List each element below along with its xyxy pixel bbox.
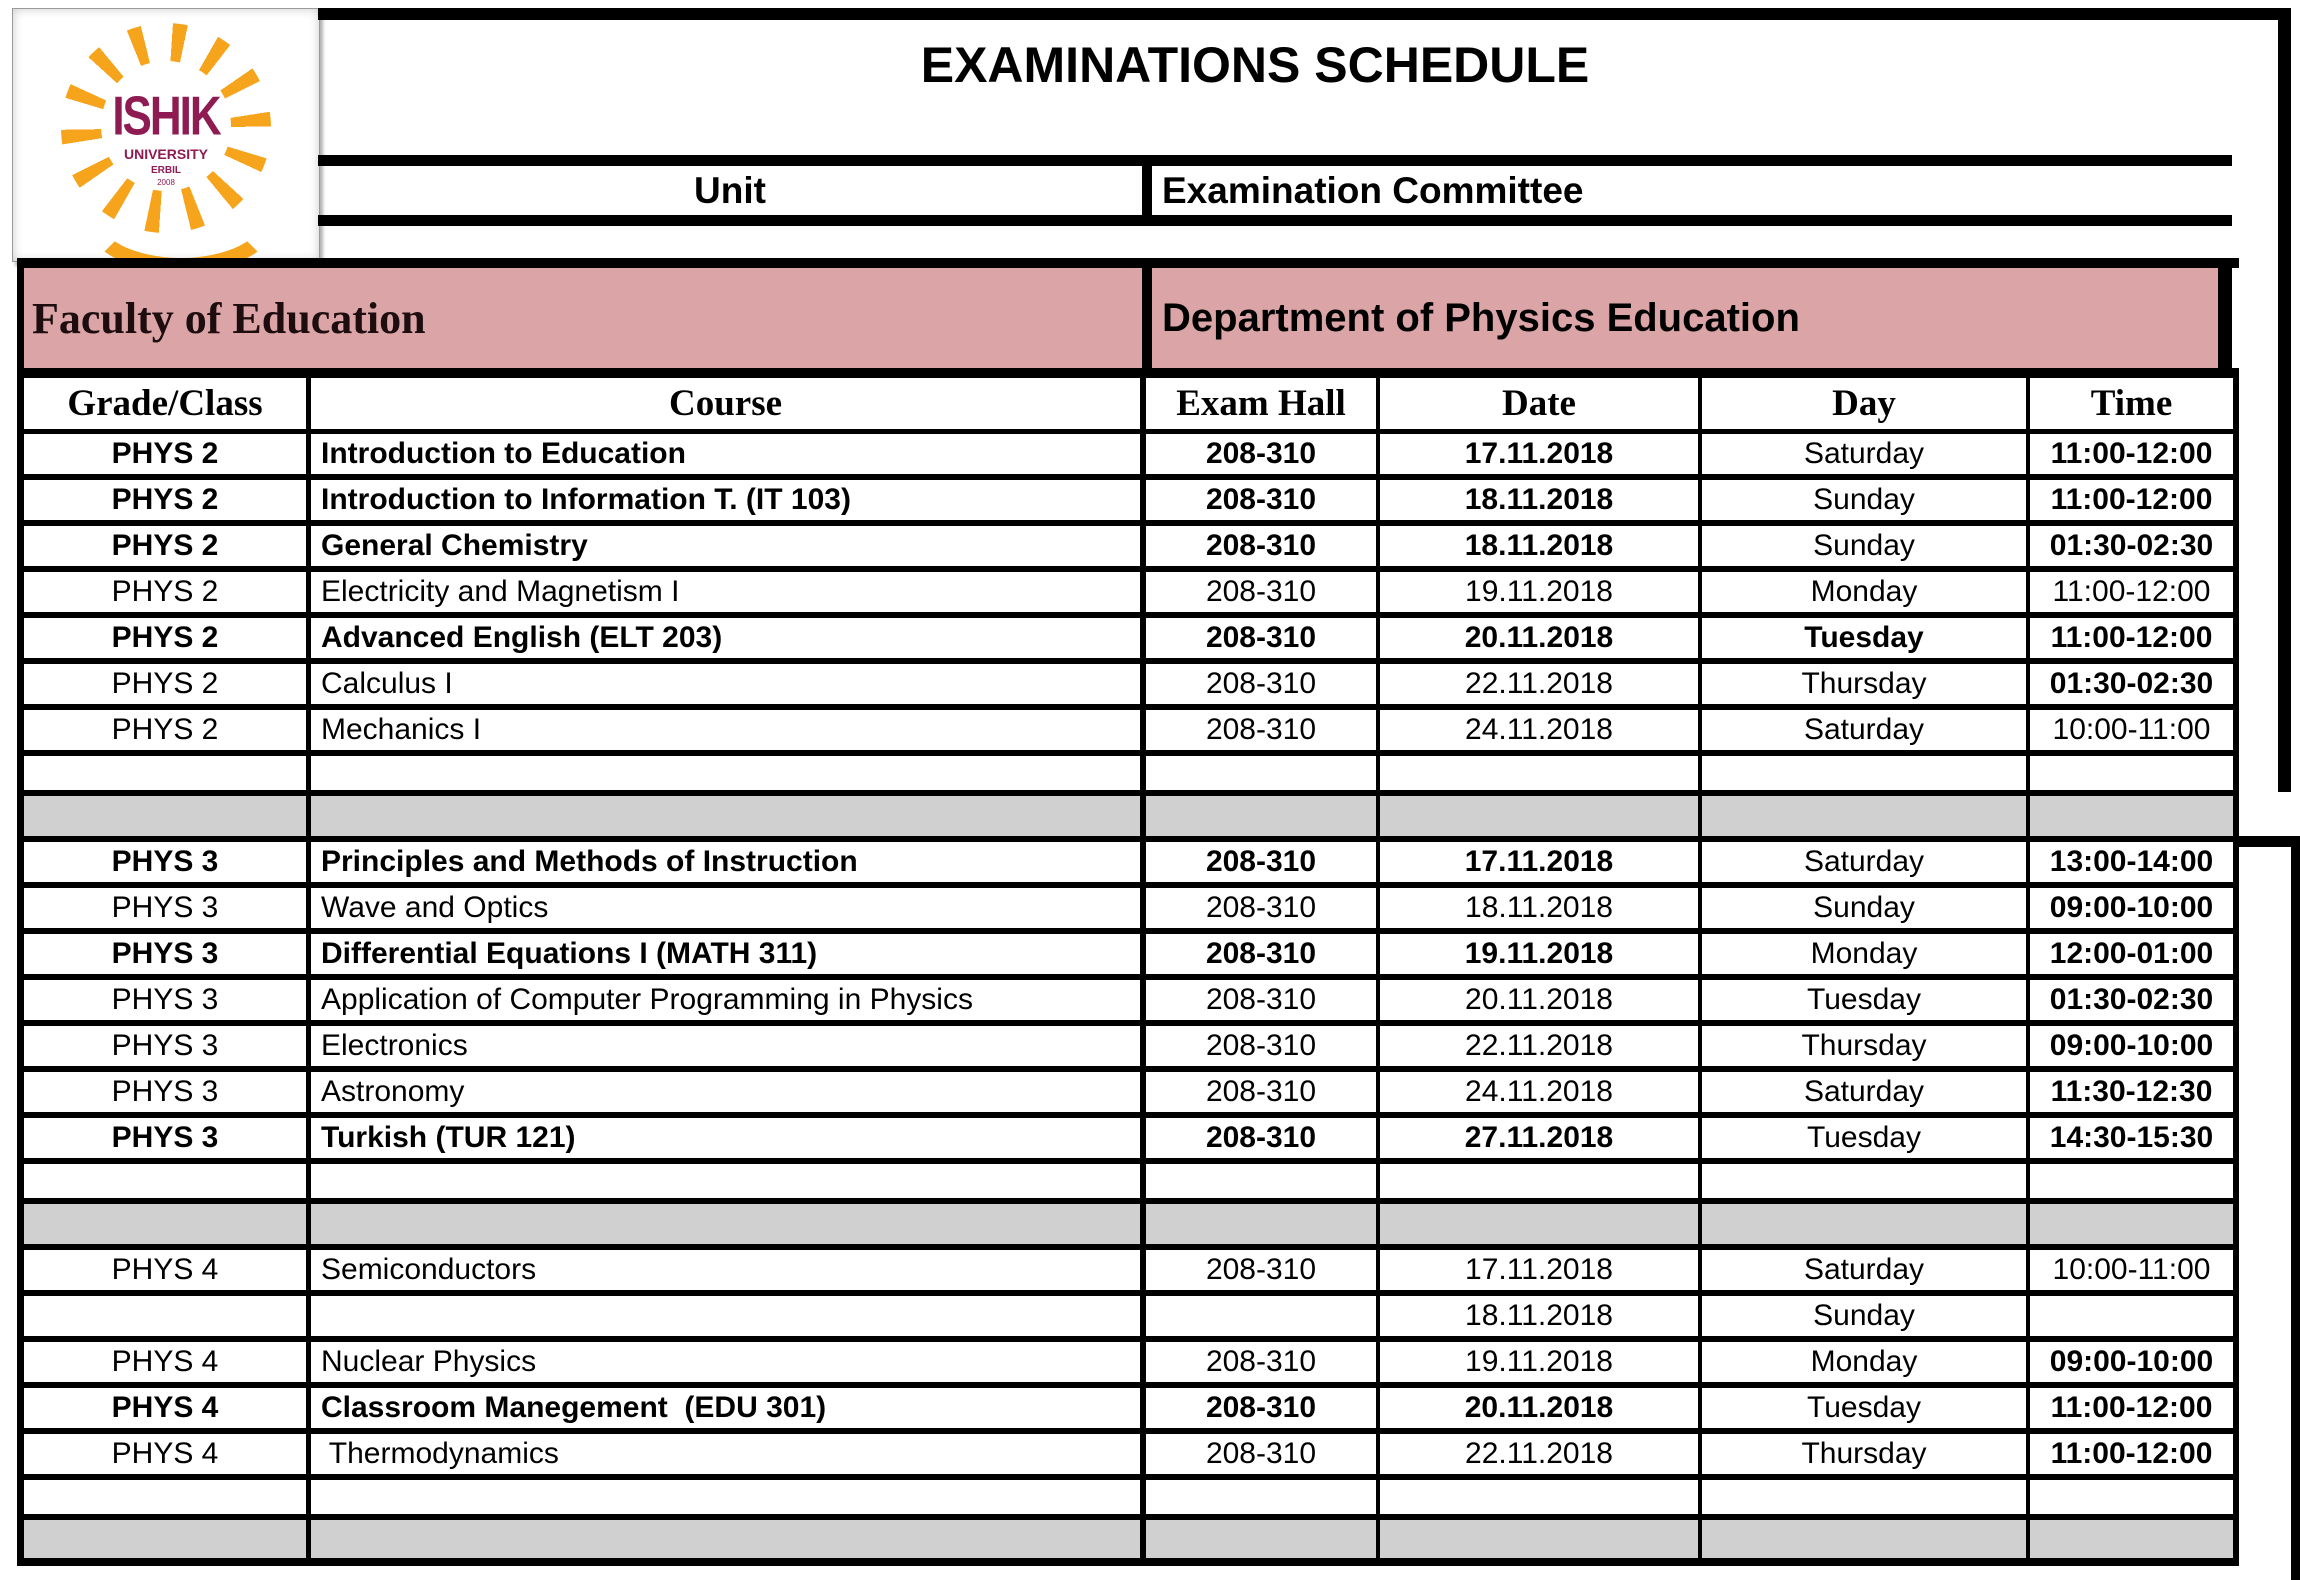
cell-day: Thursday [1702,1026,2030,1066]
cell-time [2030,1296,2239,1336]
table-row [24,526,2239,572]
cell-course: Thermodynamics [311,1434,1146,1474]
separator-row [24,1204,2239,1250]
cell-hall: 208-310 [1146,434,1380,474]
cell-date: 17.11.2018 [1380,842,1702,882]
cell-date: 27.11.2018 [1380,1118,1702,1158]
cell-time: 11:00-12:00 [2030,618,2239,658]
cell-hall: 208-310 [1146,980,1380,1020]
cell-date [1380,1520,1702,1558]
table-row [24,572,2239,618]
cell-course [311,1480,1146,1514]
cell-grade: PHYS 2 [24,618,311,658]
cell-date: 24.11.2018 [1380,1072,1702,1112]
cell-time: 11:00-12:00 [2030,1388,2239,1428]
cell-course: Application of Computer Programming in Physics [311,980,1146,1020]
cell-grade: PHYS 2 [24,572,311,612]
cell-date: 20.11.2018 [1380,618,1702,658]
cell-course: Calculus I [311,664,1146,704]
cell-day [1702,1480,2030,1514]
cell-course: Advanced English (ELT 203) [311,618,1146,658]
cell-time [2030,796,2239,836]
cell-grade: PHYS 3 [24,980,311,1020]
table-row [24,1296,2239,1342]
cell-day: Saturday [1702,434,2030,474]
cell-course [311,1520,1146,1558]
cell-time: 12:00-01:00 [2030,934,2239,974]
cell-day: Sunday [1702,526,2030,566]
cell-course: Nuclear Physics [311,1342,1146,1382]
right-border-lower [2291,836,2300,1580]
cell-day: Sunday [1702,1296,2030,1336]
cell-day: Saturday [1702,842,2030,882]
cell-course: Semiconductors [311,1250,1146,1290]
cell-hall: 208-310 [1146,1026,1380,1066]
cell-day: Tuesday [1702,1118,2030,1158]
cell-date [1380,1480,1702,1514]
cell-date: 18.11.2018 [1380,526,1702,566]
cell-grade [24,1204,311,1244]
cell-grade [24,796,311,836]
cell-grade: PHYS 2 [24,480,311,520]
cell-hall: 208-310 [1146,572,1380,612]
cell-grade: PHYS 3 [24,888,311,928]
logo-university-word: UNIVERSITY [123,146,208,162]
table-row [24,434,2239,480]
cell-grade: PHYS 3 [24,1026,311,1066]
column-header-hall: Exam Hall [1146,378,1380,429]
unit-band-top-border [318,155,2232,166]
cell-course [311,1296,1146,1336]
cell-date: 18.11.2018 [1380,1296,1702,1336]
cell-grade [24,756,311,790]
cell-time: 01:30-02:30 [2030,980,2239,1020]
cell-day: Sunday [1702,888,2030,928]
cell-course: Mechanics I [311,710,1146,750]
page-title: EXAMINATIONS SCHEDULE [920,37,1590,93]
faculty-name: Faculty of Education [24,268,1142,368]
cell-hall [1146,1164,1380,1198]
cell-hall [1146,796,1380,836]
cell-time [2030,1204,2239,1244]
table-row [24,664,2239,710]
cell-time [2030,1164,2239,1198]
cell-grade: PHYS 2 [24,526,311,566]
empty-row [24,756,2239,796]
department-name: Department of Physics Education [1152,268,2232,368]
cell-course [311,756,1146,790]
cell-date [1380,1204,1702,1244]
cell-hall [1146,1204,1380,1244]
cell-hall [1146,756,1380,790]
unit-label: Unit [694,169,766,211]
banner-divider [1142,268,1152,368]
cell-grade: PHYS 4 [24,1342,311,1382]
schedule-sheet [17,258,2239,1566]
table-row [24,1026,2239,1072]
cell-day: Thursday [1702,664,2030,704]
cell-hall: 208-310 [1146,664,1380,704]
cell-course: Introduction to Education [311,434,1146,474]
top-border-bar [318,8,2278,20]
cell-course: Astronomy [311,1072,1146,1112]
cell-course [311,1164,1146,1198]
cell-hall: 208-310 [1146,934,1380,974]
cell-time: 01:30-02:30 [2030,526,2239,566]
cell-course: Electronics [311,1026,1146,1066]
cell-hall: 208-310 [1146,618,1380,658]
cell-time [2030,1520,2239,1558]
cell-time: 09:00-10:00 [2030,888,2239,928]
cell-time: 13:00-14:00 [2030,842,2239,882]
cell-hall: 208-310 [1146,1434,1380,1474]
cell-course: Introduction to Information T. (IT 103) [311,480,1146,520]
cell-time [2030,1480,2239,1514]
cell-hall [1146,1520,1380,1558]
cell-grade: PHYS 2 [24,434,311,474]
table-row [24,1118,2239,1164]
logo-year: 2008 [157,178,175,187]
cell-grade: PHYS 2 [24,664,311,704]
table-row [24,980,2239,1026]
cell-day: Thursday [1702,1434,2030,1474]
cell-grade [24,1164,311,1198]
cell-day: Saturday [1702,1250,2030,1290]
cell-time: 11:00-12:00 [2030,480,2239,520]
cell-day: Sunday [1702,480,2030,520]
cell-time: 10:00-11:00 [2030,1250,2239,1290]
cell-hall: 208-310 [1146,526,1380,566]
cell-grade: PHYS 4 [24,1250,311,1290]
column-header-date: Date [1380,378,1702,429]
separator-row [24,796,2239,842]
cell-grade: PHYS 3 [24,1118,311,1158]
cell-course [311,796,1146,836]
faculty-banner [24,258,2239,378]
cell-course: Wave and Optics [311,888,1146,928]
empty-row [24,1164,2239,1204]
cell-time: 09:00-10:00 [2030,1026,2239,1066]
cell-date: 20.11.2018 [1380,1388,1702,1428]
table-row [24,710,2239,756]
cell-grade: PHYS 2 [24,710,311,750]
cell-hall: 208-310 [1146,480,1380,520]
committee-label: Examination Committee [1162,169,1584,211]
cell-date: 22.11.2018 [1380,664,1702,704]
cell-time: 01:30-02:30 [2030,664,2239,704]
cell-time: 11:00-12:00 [2030,434,2239,474]
cell-hall: 208-310 [1146,842,1380,882]
cell-date: 24.11.2018 [1380,710,1702,750]
cell-hall: 208-310 [1146,1118,1380,1158]
cell-time: 11:00-12:00 [2030,572,2239,612]
table-row [24,934,2239,980]
logo-university-name: ISHIK [112,85,220,147]
cell-date: 19.11.2018 [1380,934,1702,974]
cell-date [1380,1164,1702,1198]
table-row [24,1072,2239,1118]
cell-date [1380,756,1702,790]
cell-day [1702,796,2030,836]
cell-course: Differential Equations I (MATH 311) [311,934,1146,974]
cell-grade: PHYS 3 [24,934,311,974]
cell-day: Tuesday [1702,618,2030,658]
cell-date: 17.11.2018 [1380,434,1702,474]
cell-day [1702,756,2030,790]
table-row [24,1388,2239,1434]
logo-text [13,85,319,187]
cell-time [2030,756,2239,790]
cell-day: Monday [1702,572,2030,612]
cell-time: 11:00-12:00 [2030,1434,2239,1474]
cell-grade [24,1296,311,1336]
university-logo [12,8,320,262]
cell-time: 10:00-11:00 [2030,710,2239,750]
cell-day: Monday [1702,934,2030,974]
cell-course: Principles and Methods of Instruction [311,842,1146,882]
column-header-day: Day [1702,378,2030,429]
cell-time: 09:00-10:00 [2030,1342,2239,1382]
unit-band-bottom-border [318,215,2232,226]
cell-date: 19.11.2018 [1380,572,1702,612]
cell-hall [1146,1480,1380,1514]
cell-hall: 208-310 [1146,1342,1380,1382]
logo-city: ERBIL [151,165,181,176]
cell-date: 22.11.2018 [1380,1026,1702,1066]
cell-day: Saturday [1702,1072,2030,1112]
table-row [24,842,2239,888]
table-row [24,1342,2239,1388]
column-header-grade: Grade/Class [24,378,311,429]
column-header-time: Time [2030,378,2239,429]
cell-course: General Chemistry [311,526,1146,566]
cell-day: Tuesday [1702,980,2030,1020]
cell-hall [1146,1296,1380,1336]
table-header-row [24,378,2239,434]
cell-date: 17.11.2018 [1380,1250,1702,1290]
table-row [24,888,2239,934]
cell-hall: 208-310 [1146,888,1380,928]
cell-grade: PHYS 4 [24,1434,311,1474]
table-row [24,480,2239,526]
cell-grade: PHYS 3 [24,842,311,882]
cell-grade: PHYS 3 [24,1072,311,1112]
cell-grade: PHYS 4 [24,1388,311,1428]
cell-hall: 208-310 [1146,1072,1380,1112]
cell-date: 18.11.2018 [1380,480,1702,520]
cell-day: Monday [1702,1342,2030,1382]
cell-day: Saturday [1702,710,2030,750]
cell-grade [24,1480,311,1514]
cell-course [311,1204,1146,1244]
separator-row [24,1520,2239,1566]
cell-day: Tuesday [1702,1388,2030,1428]
cell-date: 19.11.2018 [1380,1342,1702,1382]
table-row [24,1434,2239,1480]
table-row [24,1250,2239,1296]
right-border-upper [2278,8,2291,792]
column-header-course: Course [311,378,1146,429]
cell-date [1380,796,1702,836]
cell-time: 14:30-15:30 [2030,1118,2239,1158]
cell-time: 11:30-12:30 [2030,1072,2239,1112]
cell-day [1702,1204,2030,1244]
cell-course: Classroom Manegement (EDU 301) [311,1388,1146,1428]
cell-course: Electricity and Magnetism I [311,572,1146,612]
cell-day [1702,1520,2030,1558]
cell-hall: 208-310 [1146,1250,1380,1290]
table-row [24,618,2239,664]
cell-hall: 208-310 [1146,1388,1380,1428]
empty-row [24,1480,2239,1520]
cell-date: 20.11.2018 [1380,980,1702,1020]
cell-date: 18.11.2018 [1380,888,1702,928]
cell-course: Turkish (TUR 121) [311,1118,1146,1158]
cell-hall: 208-310 [1146,710,1380,750]
cell-date: 22.11.2018 [1380,1434,1702,1474]
cell-day [1702,1164,2030,1198]
table-body [24,434,2239,1566]
cell-grade [24,1520,311,1558]
